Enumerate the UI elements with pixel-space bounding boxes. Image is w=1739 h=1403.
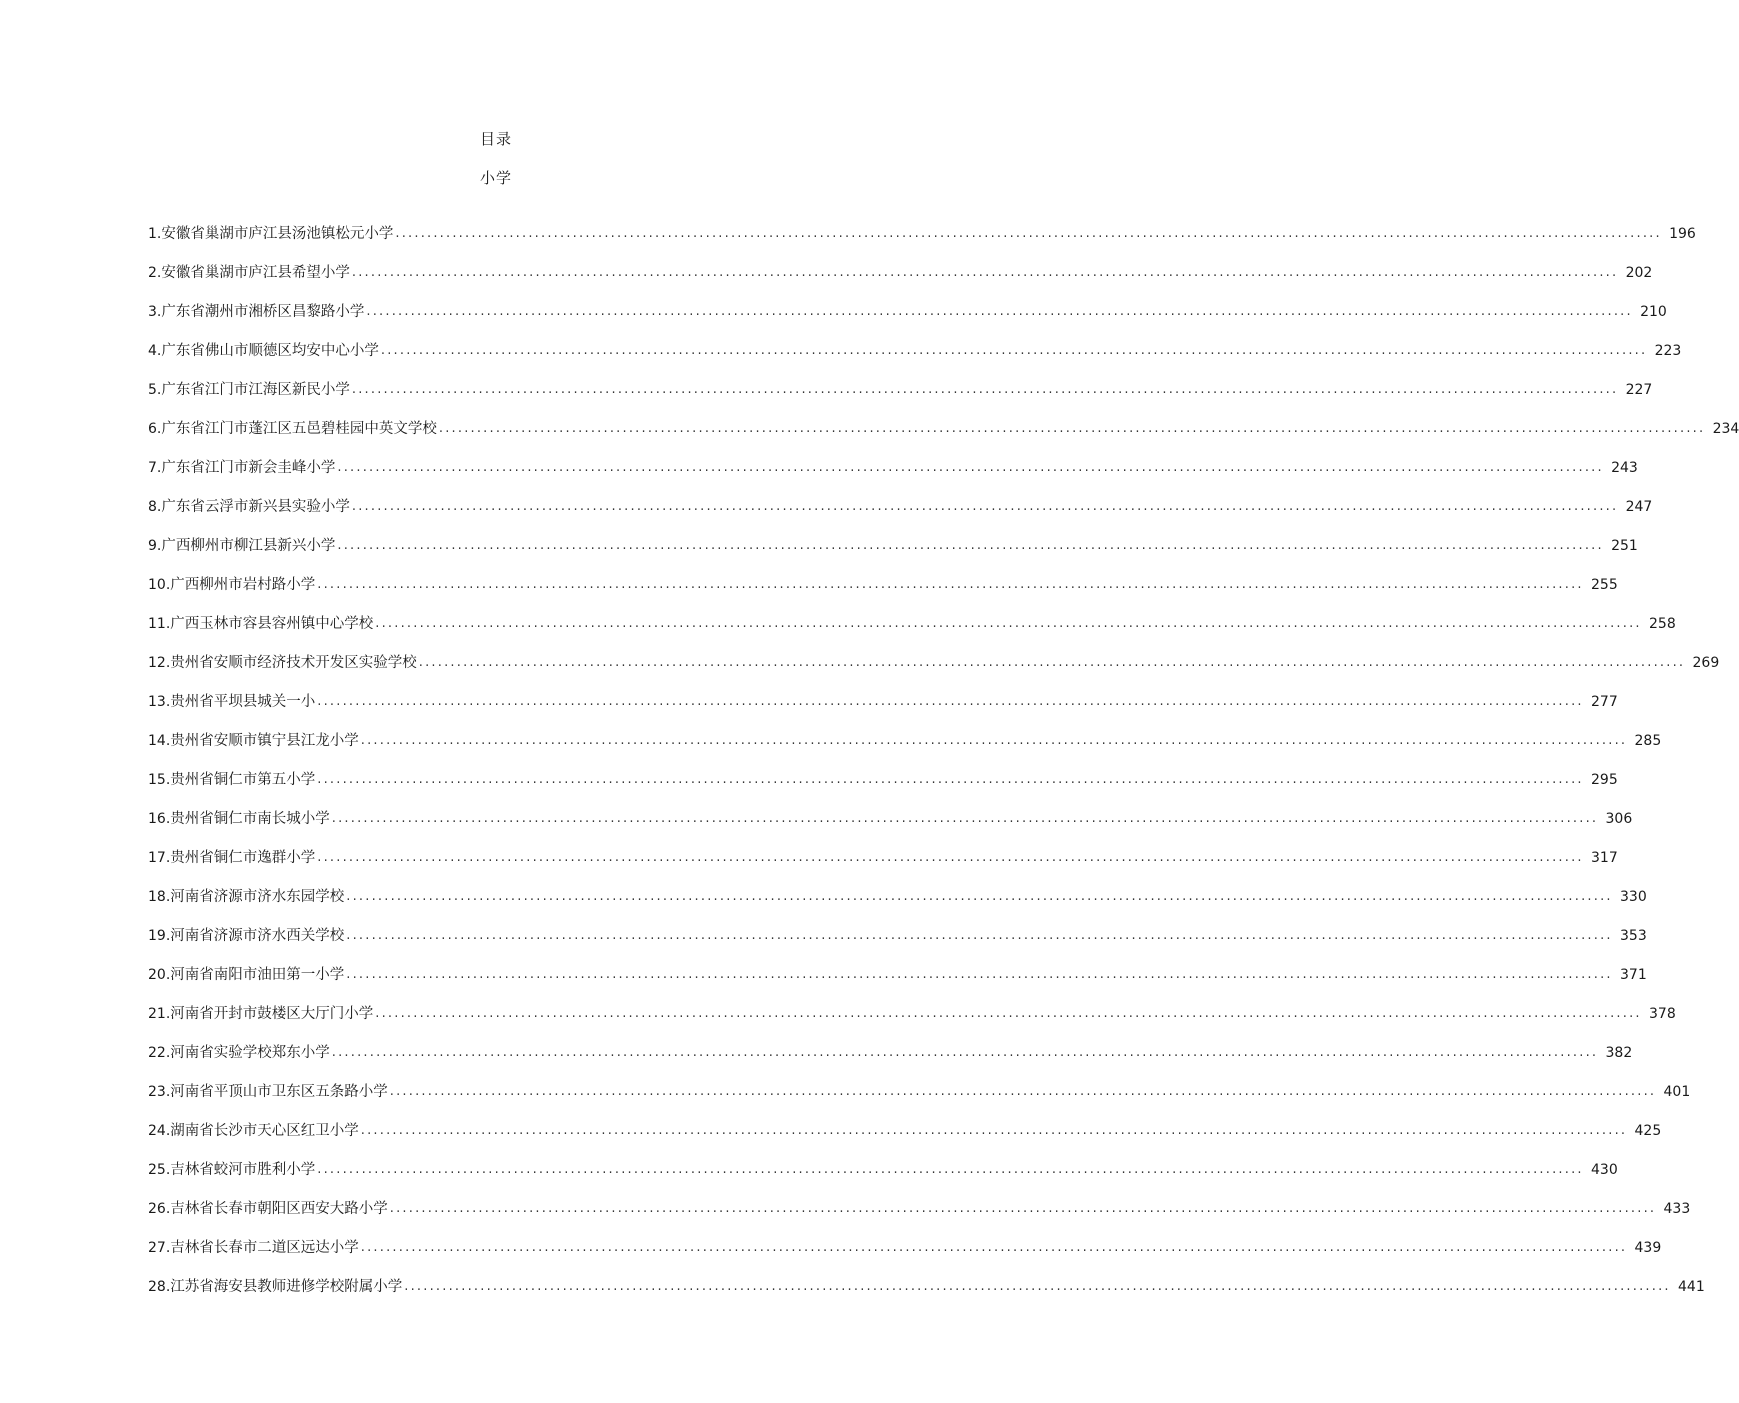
toc-entry-number: 8. [148,499,162,515]
toc-entry-title: 河南省济源市济水东园学校 [170,889,345,905]
dot-leader: ........................................................................................................................................................................................................ [360,1240,1628,1255]
toc-entry-title: 吉林省长春市二道区远达小学 [170,1240,359,1256]
toc-entry-page: 196 [1669,226,1696,242]
dot-leader: ........................................................................................................................................................................................................ [395,226,1662,241]
toc-entry-page: 382 [1605,1045,1633,1061]
toc-entry-page: 317 [1591,850,1618,866]
dot-leader: ........................................................................................................................................................................................................ [346,967,1613,982]
toc-entry-title: 贵州省铜仁市逸群小学 [170,850,316,866]
toc-entry[interactable] [148,634,1720,673]
toc-entry-title: 贵州省平坝县城关一小 [170,694,316,710]
toc-entry-page: 258 [1649,616,1676,632]
toc-entry-page: 247 [1625,499,1653,515]
toc-entry-title: 广东省江门市蓬江区五邑碧桂园中英文学校 [161,421,437,437]
toc-entry-number: 18. [148,889,171,905]
toc-entry-title: 广东省云浮市新兴县实验小学 [161,499,350,515]
toc-entry[interactable] [148,868,1647,907]
toc-entry-page: 441 [1678,1279,1705,1295]
toc-entry-number: 15. [148,772,171,788]
toc-entry-page: 227 [1625,382,1653,398]
toc-entry-number: 24. [148,1123,171,1139]
toc-entry-number: 20. [148,967,171,983]
dot-leader: ........................................................................................................................................................................................................ [351,265,1619,280]
toc-entry[interactable] [148,478,1653,517]
dot-leader: ........................................................................................................................................................................................................ [351,499,1619,514]
toc-entry-page: 251 [1611,538,1638,554]
dot-leader: ........................................................................................................................................................................................................ [317,694,1584,709]
toc-entry-title: 广西柳州市岩村路小学 [170,577,316,593]
toc-entry-page: 234 [1712,421,1739,437]
dot-leader: ........................................................................................................................................................................................................ [317,1162,1584,1177]
toc-entry[interactable] [148,361,1653,400]
toc-entry-number: 27. [148,1240,171,1256]
toc-entry-number: 26. [148,1201,171,1217]
toc-entry[interactable] [148,1180,1691,1219]
toc-entry-page: 223 [1654,343,1682,359]
toc-entry-title: 河南省开封市鼓楼区大厅门小学 [170,1006,374,1022]
toc-entry[interactable] [148,1102,1662,1141]
toc-entry-number: 6. [148,421,162,437]
toc-entry-title: 河南省实验学校郑东小学 [170,1045,330,1061]
dot-leader: ........................................................................................................................................................................................................ [317,577,1584,592]
dot-leader: ........................................................................................................................................................................................................ [346,889,1613,904]
dot-leader: ........................................................................................................................................................................................................ [317,772,1584,787]
toc-entry[interactable] [148,907,1647,946]
toc-entry-number: 11. [148,616,171,632]
toc-entry-title: 广西柳州市柳江县新兴小学 [161,538,336,554]
toc-entry-number: 25. [148,1162,171,1178]
toc-entry-number: 1. [148,226,162,242]
toc-entry-page: 433 [1663,1201,1691,1217]
dot-leader: ........................................................................................................................................................................................................ [380,343,1648,358]
toc-entry-number: 12. [148,655,171,671]
toc-entry-page: 269 [1692,655,1720,671]
toc-entry-number: 17. [148,850,171,866]
dot-leader: ........................................................................................................................................................................................................ [438,421,1706,436]
toc-entry-number: 4. [148,343,162,359]
toc-entry-page: 371 [1620,967,1647,983]
toc-entry-page: 243 [1611,460,1638,476]
toc-entry-number: 13. [148,694,171,710]
toc-entry-title: 吉林省蛟河市胜利小学 [170,1162,316,1178]
toc-entry-title: 安徽省巢湖市庐江县汤池镇松元小学 [161,226,394,242]
toc-entry-title: 贵州省安顺市经济技术开发区实验学校 [170,655,417,671]
toc-entry-title: 贵州省铜仁市南长城小学 [170,811,330,827]
toc-entry[interactable] [148,829,1618,868]
toc-entry-number: 22. [148,1045,171,1061]
toc-entry-page: 353 [1620,928,1647,944]
toc-entry[interactable] [148,439,1638,478]
dot-leader: ........................................................................................................................................................................................................ [418,655,1686,670]
toc-entry-page: 277 [1591,694,1618,710]
toc-entry-number: 23. [148,1084,171,1100]
toc-entry[interactable] [148,244,1653,283]
dot-leader: ........................................................................................................................................................................................................ [351,382,1619,397]
toc-section-heading: 小学 [479,169,512,187]
toc-entry-number: 28. [148,1279,171,1295]
toc-entry[interactable] [148,205,1696,244]
toc-entry-page: 285 [1634,733,1662,749]
toc-entry[interactable] [148,712,1662,751]
toc-entry-number: 14. [148,733,171,749]
toc-entry[interactable] [148,517,1638,556]
toc-entry-number: 7. [148,460,162,476]
toc-entry-page: 430 [1591,1162,1618,1178]
dot-leader: ........................................................................................................................................................................................................ [404,1279,1671,1294]
toc-entry-page: 401 [1663,1084,1691,1100]
dot-leader: ........................................................................................................................................................................................................ [337,538,1604,553]
toc-entry-page: 330 [1620,889,1647,905]
dot-leader: ........................................................................................................................................................................................................ [346,928,1613,943]
toc-entry[interactable] [148,595,1676,634]
toc-entry-page: 202 [1625,265,1653,281]
toc-entry-number: 2. [148,265,162,281]
toc-entry[interactable] [148,1258,1705,1297]
toc-entry-number: 16. [148,811,171,827]
dot-leader: ........................................................................................................................................................................................................ [337,460,1604,475]
toc-entry-number: 21. [148,1006,171,1022]
toc-entry-page: 306 [1605,811,1633,827]
toc-entry-title: 安徽省巢湖市庐江县希望小学 [161,265,350,281]
dot-leader: ........................................................................................................................................................................................................ [375,616,1642,631]
toc-entry[interactable] [148,1063,1691,1102]
toc-title: 目录 [479,130,512,148]
dot-leader: ........................................................................................................................................................................................................ [375,1006,1642,1021]
dot-leader: ........................................................................................................................................................................................................ [366,304,1633,319]
toc-entry-title: 广西玉林市容县容州镇中心学校 [170,616,374,632]
toc-entry-page: 255 [1591,577,1618,593]
toc-entry-title: 河南省平顶山市卫东区五条路小学 [170,1084,388,1100]
toc-entry[interactable] [148,985,1676,1024]
toc-entry-title: 河南省济源市济水西关学校 [170,928,345,944]
dot-leader: ........................................................................................................................................................................................................ [317,850,1584,865]
toc-entry[interactable] [148,1024,1633,1063]
dot-leader: ........................................................................................................................................................................................................ [331,811,1599,826]
dot-leader: ........................................................................................................................................................................................................ [360,1123,1628,1138]
toc-entry-title: 广东省江门市新会圭峰小学 [161,460,336,476]
toc-entry-title: 广东省潮州市湘桥区昌黎路小学 [161,304,365,320]
toc-entry-page: 378 [1649,1006,1676,1022]
toc-entry[interactable] [148,322,1682,361]
toc-entry-page: 425 [1634,1123,1662,1139]
toc-entry-page: 295 [1591,772,1618,788]
toc-entry-number: 10. [148,577,171,593]
toc-entry-title: 吉林省长春市朝阳区西安大路小学 [170,1201,388,1217]
toc-entry-title: 湖南省长沙市天心区红卫小学 [170,1123,359,1139]
dot-leader: ........................................................................................................................................................................................................ [389,1201,1657,1216]
toc-entry-title: 贵州省铜仁市第五小学 [170,772,316,788]
toc-entry-number: 3. [148,304,162,320]
toc-entry[interactable] [148,751,1618,790]
toc-entry[interactable] [148,283,1667,322]
toc-entry-number: 19. [148,928,171,944]
toc-entry-number: 9. [148,538,162,554]
toc-entry[interactable] [148,790,1633,829]
toc-entry-title: 贵州省安顺市镇宁县江龙小学 [170,733,359,749]
dot-leader: ........................................................................................................................................................................................................ [331,1045,1599,1060]
toc-entry-title: 江苏省海安县教师进修学校附属小学 [170,1279,403,1295]
toc-entry[interactable] [148,1219,1662,1258]
toc-entry-title: 广东省佛山市顺德区均安中心小学 [161,343,379,359]
toc-entry[interactable] [148,1141,1618,1180]
dot-leader: ........................................................................................................................................................................................................ [389,1084,1657,1099]
toc-entry-title: 河南省南阳市油田第一小学 [170,967,345,983]
toc-entry[interactable] [148,556,1618,595]
toc-entry-title: 广东省江门市江海区新民小学 [161,382,350,398]
toc-entry-page: 210 [1640,304,1667,320]
toc-entry-page: 439 [1634,1240,1662,1256]
toc-list [148,205,1739,1297]
dot-leader: ........................................................................................................................................................................................................ [360,733,1628,748]
toc-entry-number: 5. [148,382,162,398]
toc-entry[interactable] [148,673,1618,712]
toc-entry[interactable] [148,400,1739,439]
toc-entry[interactable] [148,946,1647,985]
